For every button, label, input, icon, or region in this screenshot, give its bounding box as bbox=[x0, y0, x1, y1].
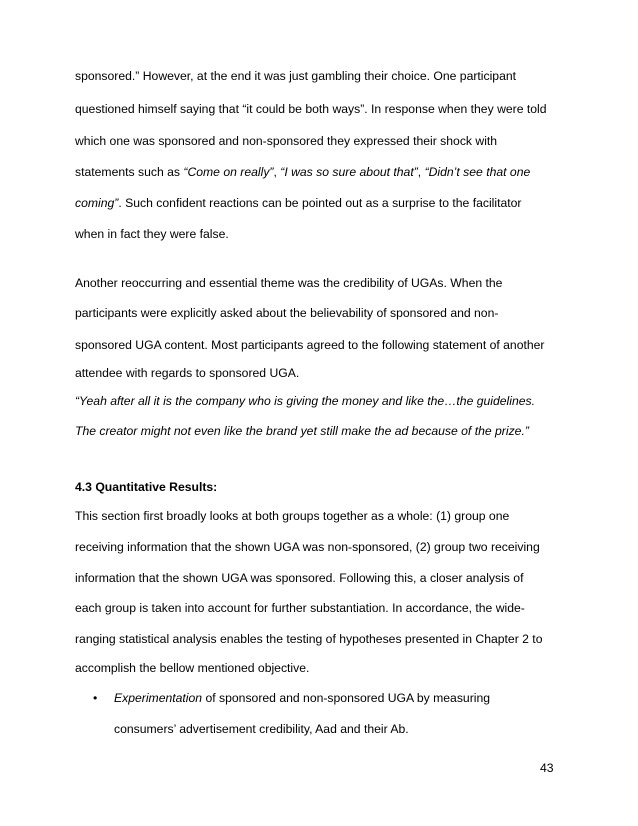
paragraph-line: accomplish the bellow mentioned objective. bbox=[75, 661, 310, 675]
paragraph-line: each group is taken into account for further substantiation. In accordance, the wide- bbox=[75, 601, 525, 615]
quote-so-sure: “I was so sure about that” bbox=[280, 165, 418, 179]
paragraph-line: sponsored UGA content. Most participants agreed to the following statement of another bbox=[75, 338, 545, 352]
bullet-line: consumers’ advertisement credibility, Aad and their Ab. bbox=[114, 722, 409, 736]
paragraph-line: attendee with regards to sponsored UGA. bbox=[75, 366, 300, 380]
bullet-line bbox=[114, 690, 490, 706]
quote-coming: coming” bbox=[75, 196, 119, 210]
paragraph-line bbox=[75, 195, 521, 211]
text-run: statements such as bbox=[75, 165, 184, 179]
paragraph-line: This section first broadly looks at both groups together as a whole: (1) group one bbox=[75, 509, 510, 523]
text-run: of sponsored and non-sponsored UGA by measuring bbox=[202, 691, 491, 705]
paragraph-line: questioned himself saying that “it could be both ways”. In response when they were told bbox=[75, 102, 547, 116]
page-number: 43 bbox=[540, 761, 554, 775]
text-run: , bbox=[417, 165, 425, 179]
paragraph-line: when in fact they were false. bbox=[75, 227, 229, 241]
text-run: , bbox=[273, 165, 281, 179]
paragraph-line: ranging statistical analysis enables the testing of hypotheses presented in Chapter 2 to bbox=[75, 632, 543, 646]
block-quote-line: The creator might not even like the brand yet still make the ad because of the prize.” bbox=[75, 424, 529, 438]
paragraph-line: information that the shown UGA was sponsored. Following this, a closer analysis of bbox=[75, 571, 524, 585]
bullet-term: Experimentation bbox=[114, 691, 203, 705]
paragraph-line: Another reoccurring and essential theme was the credibility of UGAs. When the bbox=[75, 276, 503, 290]
paragraph-line: participants were explicitly asked about the believability of sponsored and non- bbox=[75, 306, 499, 320]
paragraph-line: which one was sponsored and non-sponsored they expressed their shock with bbox=[75, 134, 498, 148]
paragraph-line bbox=[75, 164, 530, 180]
text-run: . Such confident reactions can be pointed out as a surprise to the facilitator bbox=[118, 196, 522, 210]
paragraph-line: sponsored.” However, at the end it was just gambling their choice. One participant bbox=[75, 69, 517, 83]
quote-come-on-really: “Come on really” bbox=[183, 165, 274, 179]
paragraph-line: receiving information that the shown UGA was non-sponsored, (2) group two receiving bbox=[75, 540, 540, 554]
block-quote-line: “Yeah after all it is the company who is giving the money and like the…the guidelines. bbox=[75, 394, 536, 408]
section-heading: 4.3 Quantitative Results: bbox=[75, 480, 218, 494]
quote-didnt-see: “Didn’t see that one bbox=[424, 165, 531, 179]
bullet-marker: • bbox=[93, 691, 98, 705]
